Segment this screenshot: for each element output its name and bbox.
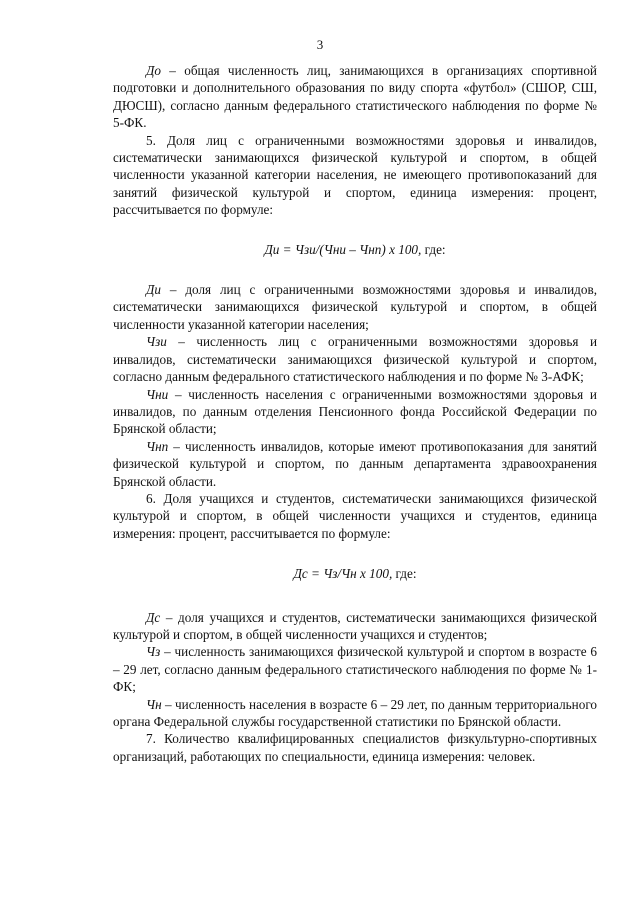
definition-text: – численность инвалидов, которые имеют противопоказания для занятий физической культурой и спортом, по данным департамента здравоохранения Брянской области. [113, 438, 597, 489]
term-di: Ди [146, 282, 161, 298]
formula-expression: Ди = Чзи/(Чни – Чнп) х 100, [264, 241, 422, 257]
paragraph-chzi-definition [113, 333, 597, 385]
paragraph-ds-definition [113, 609, 597, 644]
definition-text: – численность лиц с ограниченными возможностями здоровья и инвалидов, систематически занимающихся физической культурой и спортом, согласно данным федерального статистического наблюдения и по форме № 3-АФК; [113, 334, 597, 385]
term-chz: Чз [146, 644, 161, 660]
term-chn: Чн [146, 696, 162, 712]
formula-di [113, 241, 597, 258]
paragraph-chni-definition [113, 386, 597, 438]
definition-text: – доля учащихся и студентов, систематически занимающихся физической культурой и спортом, в общей численности учащихся и студентов; [113, 609, 597, 642]
paragraph-do-definition [113, 62, 597, 132]
paragraph-item-5: 5. Доля лиц с ограниченными возможностями здоровья и инвалидов, систематически занимающихся физической культурой и спортом, в общей численности указанной категории населения, не имеющего противопоказаний для занятий физической культурой и спортом, единица измерения: процент, рассчитывается по формуле: [113, 132, 597, 218]
paragraph-chz-definition [113, 643, 597, 695]
formula-ds [113, 565, 597, 582]
paragraph-chnp-definition [113, 438, 597, 490]
definition-text: – общая численность лиц, занимающихся в организациях спортивной подготовки и дополнительного образования по виду спорта «футбол» (СШОР, СШ, ДЮСШ), согласно данным федерального статистического наблюдения по форме № 5-ФК. [113, 63, 597, 131]
formula-tail: где: [392, 566, 417, 582]
paragraph-chn-definition [113, 696, 597, 731]
document-body [113, 62, 597, 765]
definition-text: – численность населения с ограниченными возможностями здоровья и инвалидов, по данным отделения Пенсионного фонда Российской Федерации по Брянской области; [113, 386, 597, 437]
formula-tail: где: [421, 241, 446, 257]
paragraph-item-7: 7. Количество квалифицированных специалистов физкультурно-спортивных организаций, работающих по специальности, единица измерения: человек. [113, 731, 597, 764]
page-number: 3 [316, 37, 324, 52]
formula-expression: Дс = Чз/Чн х 100, [293, 566, 393, 582]
term-ds: Дс [146, 609, 161, 625]
definition-text: – численность занимающихся физической культурой и спортом в возрасте 6 – 29 лет, согласно данным федерального статистического наблюдения по форме № 1-ФК; [113, 644, 597, 695]
paragraph-item-6: 6. Доля учащихся и студентов, систематически занимающихся физической культурой и спортом, в общей численности учащихся и студентов, единица измерения: процент, рассчитывается по формуле: [113, 490, 597, 541]
term-chni: Чни [146, 386, 169, 402]
term-chnp: Чнп [146, 438, 169, 454]
definition-text: – доля лиц с ограниченными возможностями здоровья и инвалидов, систематически занимающихся физической культурой и спортом, в общей численности указанной категории населения; [113, 282, 597, 332]
term-chzi: Чзи [146, 334, 167, 350]
paragraph-di-definition [113, 281, 597, 333]
term-do: До [146, 63, 161, 78]
definition-text: – численность населения в возрасте 6 – 29 лет, по данным территориального органа Федеральной службы государственной статистики по Брянской области. [113, 696, 597, 729]
